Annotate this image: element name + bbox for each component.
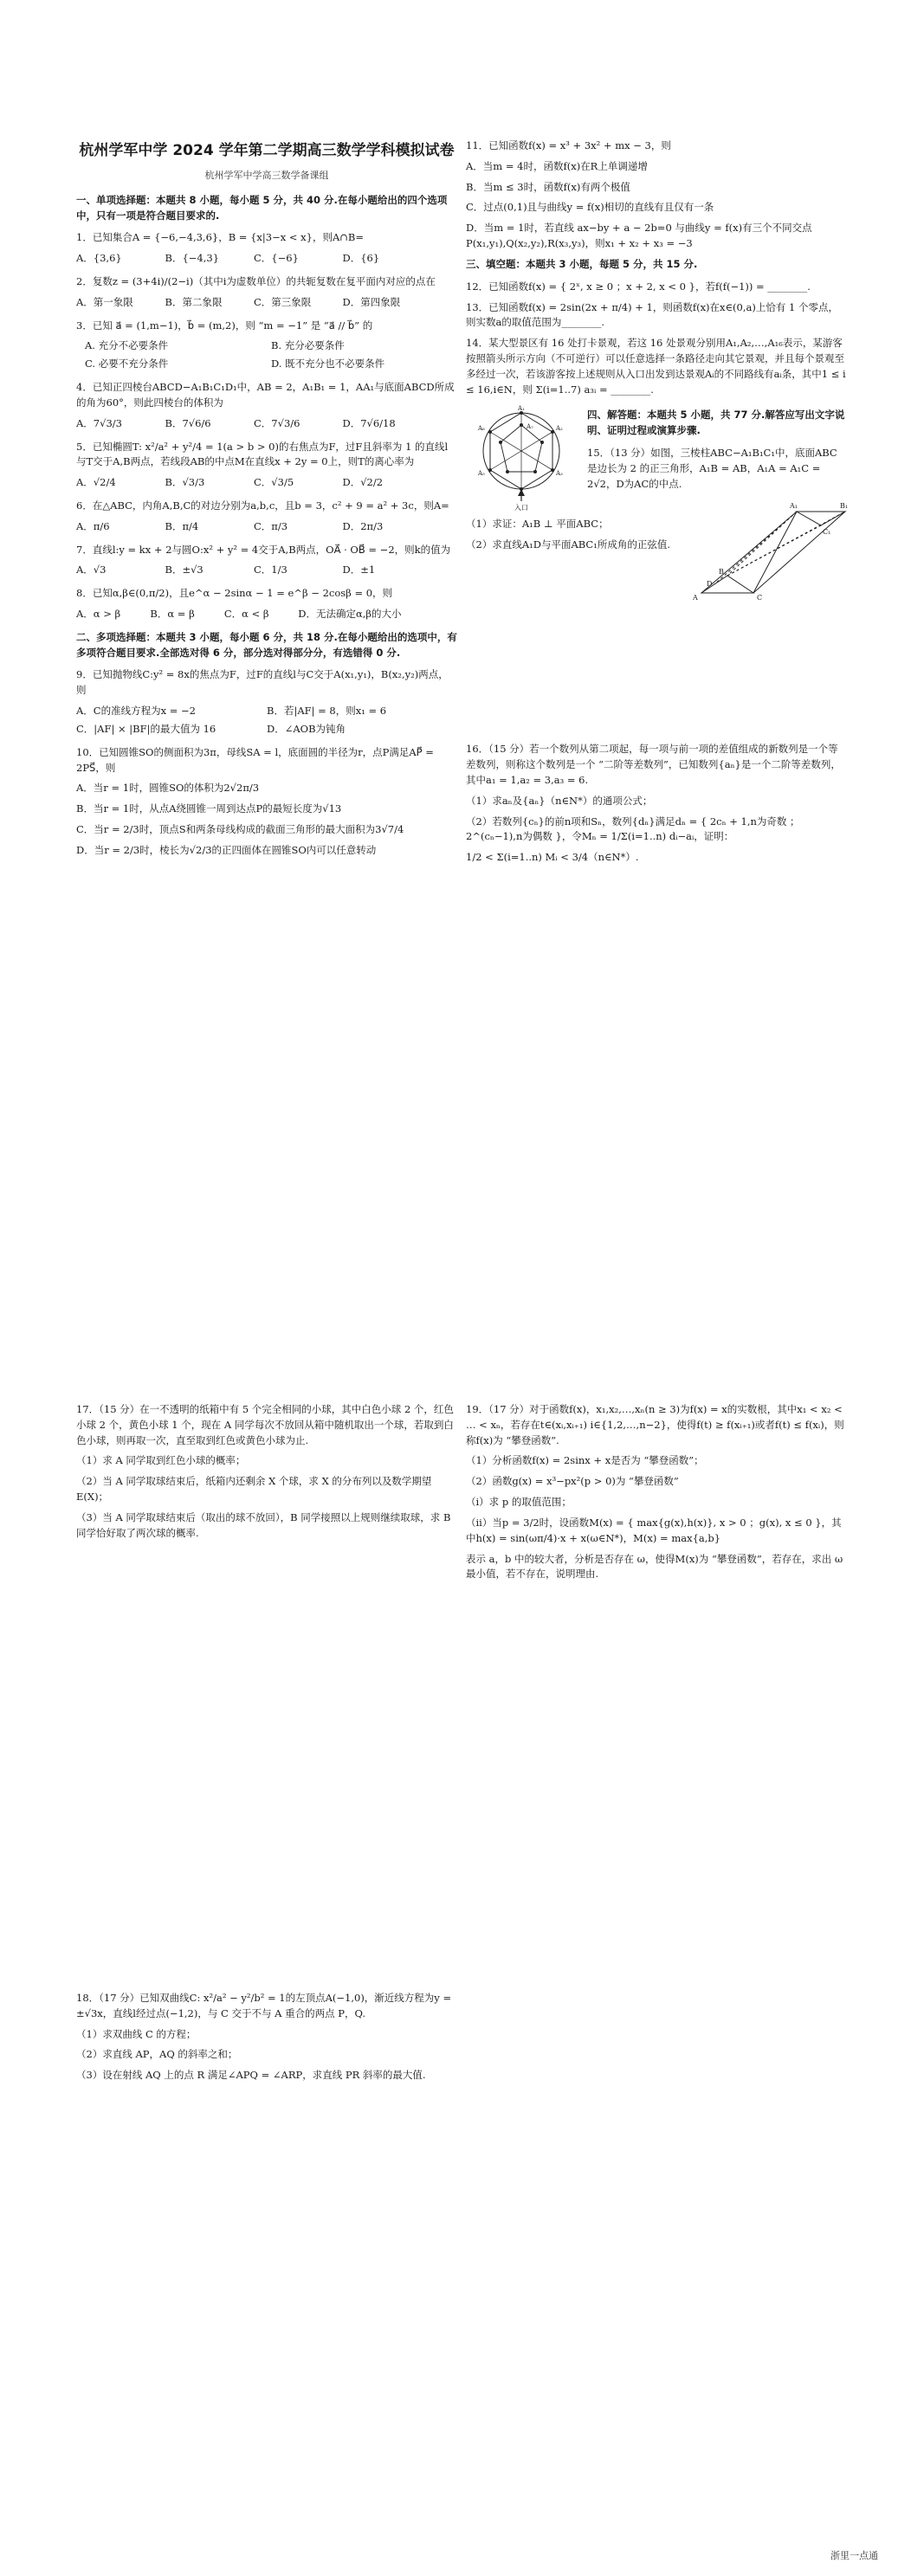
- option-a: A．√2/4: [76, 476, 116, 489]
- q19-part-4: （ii）当p = 3/2时，设函数M(x) = { max{g(x),h(x)}, x > 0 ；g(x), x ≤ 0 }，其中h(x) = sin(ωπ/4)·x + x(ω∈N*)，M(x) = max{a,b}: [466, 1516, 842, 1544]
- question-4-options: [76, 416, 457, 432]
- left-column-3: [76, 1991, 457, 2089]
- question-10: 10．已知圆锥SO的侧面积为3π，母线SA = l，底面圆的半径为r，点P满足AP⃗ = 2PS⃗，则: [76, 745, 434, 774]
- svg-text:C: C: [757, 594, 763, 602]
- option-b: B．若|AF| = 8，则x₁ = 6: [267, 705, 387, 718]
- svg-text:A: A: [693, 594, 698, 602]
- q16-part-2: （2）若数列{cₙ}的前n项和Sₙ，数列{dₙ}满足dₙ = { 2cₙ + 1,n为奇数 ；2^(cₙ−1),n为偶数 }，令Mₙ = 1/Σ(i=1..n) dᵢ−aᵢ，证明：: [466, 815, 800, 843]
- option-d: D．±1: [342, 564, 376, 576]
- option-d: D．{6}: [342, 252, 380, 265]
- option-b: B．第二象限: [165, 295, 223, 308]
- question-5-options: [76, 475, 457, 491]
- section-heading-4: 四、解答题：本题共 5 小题，共 77 分.解答应写出文字说明、证明过程或演算步骤.: [587, 409, 845, 437]
- option-a: A．{3,6}: [76, 252, 122, 265]
- q17-part-2: （2）当 A 同学取球结束后，纸箱内还剩余 X 个球，求 X 的分布列以及数学期望 E(X)；: [76, 1475, 432, 1504]
- right-column-1: [466, 138, 847, 871]
- option-c: C．1/3: [254, 564, 288, 576]
- option-b: B．α = β: [150, 608, 195, 621]
- prism-diagram: [693, 499, 849, 603]
- question-8-options: [76, 607, 457, 622]
- question-9: 9．已知抛物线C:y² = 8x的焦点为F，过F的直线l与C交于A(x₁,y₁)，B(x₂,y₂)两点，则: [76, 668, 449, 697]
- option-b: B．当m ≤ 3时，函数f(x)有两个极值: [466, 180, 630, 193]
- q17-part-3: （3）当 A 同学取球结束后（取出的球不放回），B 同学接照以上规则继续取球，求 B 同学恰好取了两次球的概率.: [76, 1510, 451, 1539]
- exam-subtitle: 杭州学军中学高三数学备课组: [204, 169, 329, 181]
- svg-text:A₂: A₂: [556, 425, 563, 433]
- option-b: B. 充分必要条件: [271, 339, 345, 352]
- option-d: D．当m = 1时，若直线 ax−by + a − 2b=0 与曲线y = f(x)有三个不同交点P(x₁,y₁),Q(x₂,y₂),R(x₃,y₃)，则x₁ + x₂ + x₃ = −3: [466, 222, 812, 250]
- section-4-area: [587, 402, 847, 497]
- svg-text:B: B: [719, 568, 724, 576]
- question-5: 5．已知椭圆T: x²/a² + y²/4 = 1(a > b > 0)的右焦点为F，过F且斜率为 1 的直线l与T交于A,B两点，若线段AB的中点M在直线x + 2y = 0上，则T的离心率为: [76, 440, 449, 468]
- option-b: B．√3/3: [165, 476, 205, 489]
- option-d: D．无法确定α,β的大小: [298, 608, 402, 621]
- q18-part-3: （3）设在射线 AQ 上的点 R 满足∠APQ = ∠ARP，求直线 PR 斜率的最大值.: [76, 2069, 426, 2082]
- option-d: D．当r = 2/3时，棱长为√2/3的正四面体在圆锥SO内可以任意转动: [76, 843, 377, 856]
- option-c: C．当r = 2/3时，顶点S和两条母线构成的截面三角形的最大面积为3√7/4: [76, 822, 404, 835]
- option-b: B．7√6/6: [165, 416, 211, 429]
- svg-text:A₁: A₁: [518, 405, 525, 413]
- option-d: D．√2/2: [342, 476, 384, 489]
- footer-watermark: 浙里一点通: [830, 2550, 878, 2561]
- option-a: A．第一象限: [76, 295, 133, 308]
- section-heading-1: 一、单项选择题：本题共 8 小题，每小题 5 分，共 40 分.在每小题给出的四个选项中，只有一项是符合题目要求的.: [76, 193, 448, 222]
- section-heading-2: 二、多项选择题：本题共 3 小题，每小题 6 分，共 18 分.在每小题给出的选项中，有多项符合题目要求.全部选对得 6 分，部分选对得部分分，有选错得 0 分.: [76, 630, 457, 659]
- question-18: 18．（17 分）已知双曲线C: x²/a² − y²/b² = 1的左顶点A(−1,0)，渐近线方程为y = ±√3x，直线l经过点(−1,2)，与 C 交于不与 A 重合的两点 P，Q.: [76, 1992, 452, 2019]
- q19-part-3: （i）求 p 的取值范围；: [466, 1496, 572, 1509]
- q15-part-2: （2）求直线A₁D与平面ABC₁所成角的正弦值.: [466, 538, 670, 551]
- question-6-options: [76, 519, 457, 535]
- option-a: A．α > β: [76, 608, 121, 621]
- question-8: 8．已知α,β∈(0,π/2)，且e^α − 2sinα − 1 = e^β − 2cosβ = 0，则: [76, 587, 393, 600]
- q15-subparts: [466, 517, 682, 558]
- question-12: 12．已知函数f(x) = { 2ˣ, x ≥ 0 ；x + 2, x < 0 }，若f(f(−1)) = ________.: [466, 280, 811, 293]
- question-3: 3．已知 a⃗ = (1,m−1)，b⃗ = (m,2)，则 “m = −1” 是 “a⃗ // b⃗” 的: [76, 319, 373, 332]
- option-b: B．±√3: [165, 564, 204, 576]
- question-7-options: [76, 563, 457, 578]
- question-3-options: [85, 338, 457, 372]
- question-6: 6．在△ABC，内角A,B,C的对边分别为a,b,c，且b = 3，c² + 9 = a² + 3c，则A=: [76, 499, 449, 512]
- option-c: C．π/3: [254, 519, 288, 532]
- option-c: C．α < β: [223, 608, 269, 621]
- option-c: C．√3/5: [254, 476, 294, 489]
- svg-text:A₁: A₁: [790, 502, 798, 511]
- exam-title: 杭州学军中学 2024 学年第二学期高三数学学科模拟试卷: [79, 142, 455, 159]
- svg-text:C₁: C₁: [823, 528, 831, 537]
- option-a: A．当r = 1时，圆锥SO的体积为2√2π/3: [76, 782, 260, 795]
- option-d: D．7√6/18: [342, 416, 396, 429]
- question-11: 11．已知函数f(x) = x³ + 3x² + mx − 3，则: [466, 139, 671, 151]
- option-c: C．{−6}: [254, 252, 299, 265]
- question-1-options: [76, 251, 457, 267]
- question-14: 14．某大型景区有 16 处打卡景观，若这 16 处景观分别用A₁,A₂,…,A₁₆表示，某游客按照箭头所示方向（不可逆行）可以任意选择一条路径走向其它景观，并且每个景观至多经过一次，若该游客按上述规则从入口出发到达景观Aᵢ的不同路线有aᵢ条，其中1 ≤ i ≤ 16,i∈N，则 Σ(i=1..7) a₃ᵢ = ________.: [466, 337, 846, 396]
- q18-part-2: （2）求直线 AP，AQ 的斜率之和；: [76, 2048, 238, 2061]
- scenic-route-diagram: [466, 402, 580, 513]
- q16-part-1: （1）求aₙ及{aₙ}（n∈N*）的通项公式；: [466, 794, 653, 807]
- q14-figure-row: [466, 402, 847, 513]
- q19-part-5: 表示 a，b 中的较大者，分析是否存在 ω，使得M(x)为 “攀登函数”，若存在，求出 ω 最小值，若不存在，说明理由.: [466, 1552, 843, 1581]
- question-15: 15．（13 分）如图，三棱柱ABC−A₁B₁C₁中，底面ABC是边长为 2 的正三角形，A₁B = AB，A₁A = A₁C = 2√2，D为AC的中点.: [587, 447, 837, 490]
- svg-text:A₇: A₇: [527, 423, 533, 431]
- right-column-2: [466, 1402, 847, 1587]
- svg-text:A₆: A₆: [478, 425, 485, 433]
- q18-part-1: （1）求双曲线 C 的方程；: [76, 2027, 197, 2040]
- option-c: C．|AF| × |BF|的最大值为 16: [76, 722, 216, 735]
- q15-part-1: （1）求证：A₁B ⊥ 平面ABC；: [466, 518, 609, 531]
- question-1: 1．已知集合A = {−6,−4,3,6}，B = {x|3−x < x}，则A∩B=: [76, 231, 364, 244]
- left-column-2: [76, 1402, 457, 1547]
- question-16: 16．（15 分）若一个数列从第二项起，每一项与前一项的差值组成的新数列是一个等差数列，则称这个数列是一个 “二阶等差数列”，已知数列{aₙ}是一个二阶等差数列，其中a₁ = 1,a₂ = 3,a₃ = 6.: [466, 743, 841, 786]
- option-a: A．当m = 4时，函数f(x)在R上单调递增: [466, 159, 648, 172]
- question-7: 7．直线l:y = kx + 2与圆O:x² + y² = 4交于A,B两点，OA⃗ · OB⃗ = −2，则k的值为: [76, 543, 451, 556]
- q16-part-3: 1/2 < Σ(i=1..n) Mᵢ < 3/4（n∈N*）.: [466, 851, 639, 864]
- option-c: C. 必要不充分条件: [85, 357, 169, 370]
- option-a: A．π/6: [76, 519, 110, 532]
- q19-part-2: （2）函数g(x) = x³−px²(p > 0)为 “攀登函数”: [466, 1475, 679, 1488]
- entry-label: 入口: [514, 504, 528, 512]
- section-heading-3: 三、填空题：本题共 3 小题，每题 5 分，共 15 分.: [466, 257, 698, 270]
- q17-part-1: （1）求 A 同学取到红色小球的概率；: [76, 1454, 246, 1467]
- question-4: 4．已知正四棱台ABCD−A₁B₁C₁D₁中，AB = 2，A₁B₁ = 1，AA₁与底面ABCD所成的角为60°，则此四棱台的体积为: [76, 381, 455, 409]
- question-13: 13．已知函数f(x) = 2sin(2x + π/4) + 1，则函数f(x)在x∈(0,a)上恰有 1 个零点，则实数a的取值范围为________.: [466, 300, 838, 329]
- option-c: C．7√3/6: [254, 416, 300, 429]
- svg-text:D: D: [707, 580, 713, 589]
- option-a: A．7√3/3: [76, 416, 122, 429]
- q19-part-1: （1）分析函数f(x) = 2sinx + x是否为 “攀登函数”；: [466, 1454, 704, 1467]
- option-a: A. 充分不必要条件: [85, 339, 169, 352]
- option-d: D．∠AOB为钝角: [267, 722, 346, 735]
- option-c: C．过点(0,1)且与曲线y = f(x)相切的直线有且仅有一条: [466, 201, 714, 214]
- option-d: D. 既不充分也不必要条件: [271, 357, 385, 370]
- question-9-options: [76, 704, 457, 737]
- option-b: B．{−4,3}: [165, 252, 220, 265]
- option-c: C．第三象限: [254, 295, 312, 308]
- option-b: B．当r = 1时，从点A绕圆锥一周到达点P的最短长度为√13: [76, 802, 342, 815]
- question-2-options: [76, 295, 457, 311]
- option-d: D．第四象限: [342, 295, 401, 308]
- left-column-1: [76, 138, 457, 864]
- svg-text:A₅: A₅: [478, 470, 485, 478]
- svg-text:A₃: A₃: [556, 470, 563, 478]
- svg-text:B₁: B₁: [840, 502, 849, 511]
- question-19: 19．（17 分）对于函数f(x)，x₁,x₂,…,xₙ(n ≥ 3)为f(x) = x的实数根，其中x₁ < x₂ < … < xₙ，若存在t∈(xᵢ,xᵢ₊₁) i∈{1,2,…,n−2}，使得f(t) ≥ f(xᵢ₊₁)或者f(t) ≤ f(xᵢ)，则称f(x)为 “攀登函数”.: [466, 1403, 844, 1446]
- question-2: 2．复数z = (3+4i)/(2−i)（其中i为虚数单位）的共轭复数在复平面内对应的点在: [76, 275, 436, 288]
- question-17: 17．（15 分）在一不透明的纸箱中有 5 个完全相同的小球，其中白色小球 2 个，红色小球 2 个，黄色小球 1 个，现在 A 同学每次不放回从箱中随机取出一个球，若取到白色小球，则再取一次，直至取到红色或黄色小球为止.: [76, 1403, 454, 1446]
- option-b: B．π/4: [165, 519, 199, 532]
- option-d: D．2π/3: [342, 519, 384, 532]
- option-a: A．√3: [76, 564, 107, 576]
- option-a: A．C的准线方程为x = −2: [76, 705, 196, 718]
